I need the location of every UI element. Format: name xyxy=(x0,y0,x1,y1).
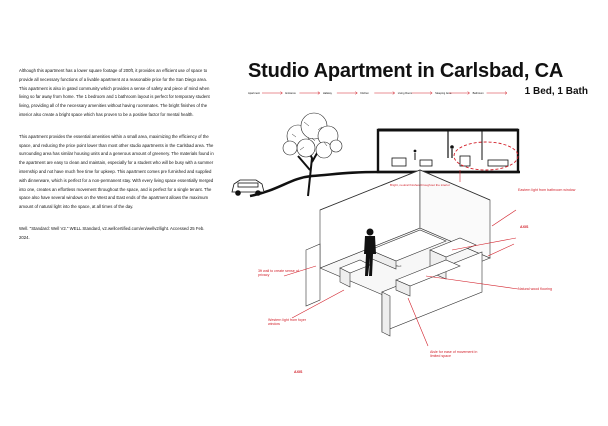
sequence-arrows xyxy=(248,90,510,96)
sequence-label: Sleeping Area xyxy=(435,92,452,95)
axis-label-top: AXIS xyxy=(520,225,529,229)
bed-label: Bed xyxy=(396,264,402,268)
movement-sequence xyxy=(248,90,510,96)
drawing-area xyxy=(220,100,590,395)
sequence-label: Bathroom xyxy=(472,92,484,95)
paragraph-amenities: This apartment provides the essential amenities within a small area, maximizing the efficiency of the space, and reducing the price point lower than most other studio apartments in the Carlsbad area. The surrounding area has similar housing units and a generous amount of greenery. The materials found in the apartment are easy to clean and maintain, especially for a student who will be busy with a summer internship and not have much free time for upkeep. This apartment comes pre furnished and supplied with dinnerware, which is perfect for a non-permanent stay. With every living space essentially merged into one, creates an effortless movement throughout the space, and is perfect for a single tenant. The space also have several windows on the West and East ends of the apartment allows the maximum amount of natural light into the space, at all times of the day. xyxy=(19,133,214,210)
paragraph-intro: Although this apartment has a lower square footage of 200ft, it provides an efficient use of space to provide all necessary functions of a livable apartment at a reasonable price for the San Diego area. This apartment is also in gated community which provides a sense of safety and piece of mind when living so far away from home. The 1 bedroom and 1 bathroom layout is perfect for temporary student living, providing all of the necessary amenities without having roommates. The bright finishes of the interior also create a bright space which has proven to be a positive factor for mental health. xyxy=(19,68,210,117)
sequence-label: Apartment xyxy=(248,92,260,95)
flooring-label: Natural wood flooring xyxy=(518,287,552,291)
description-column xyxy=(19,67,215,256)
sequence-label: Hallway xyxy=(322,92,332,95)
axis-label-bottom: AXIS xyxy=(294,370,303,374)
western-light-label: Western light from foyer window xyxy=(268,318,307,327)
privacy-wall-label: 3ft wall to create sense of privacy xyxy=(258,269,299,278)
page-title: Studio Apartment in Carlsbad, CA xyxy=(248,60,564,82)
eastern-light-label: Eastern light from bathroom window xyxy=(518,188,576,192)
page-subtitle: 1 Bed, 1 Bath xyxy=(524,86,588,97)
sequence-label: Entrance xyxy=(285,92,296,95)
section-note-label: Bright, neutral finishes throughout the interior xyxy=(390,183,450,187)
apartment-drawings xyxy=(220,100,590,390)
axonometric-drawing xyxy=(284,170,518,346)
car-icon xyxy=(232,180,264,195)
reference: Well. "Standard: Well V2." WELL Standard, v2.wellcertified.com/en/wellv2/light. Accessed 25 Feb. 2024. xyxy=(19,225,205,240)
sequence-label: Kitchen xyxy=(360,92,369,95)
aisle-label: Aisle for ease of movement in limited space xyxy=(430,350,478,359)
tree-icon xyxy=(283,113,342,196)
sequence-label: Living Room xyxy=(397,92,413,95)
